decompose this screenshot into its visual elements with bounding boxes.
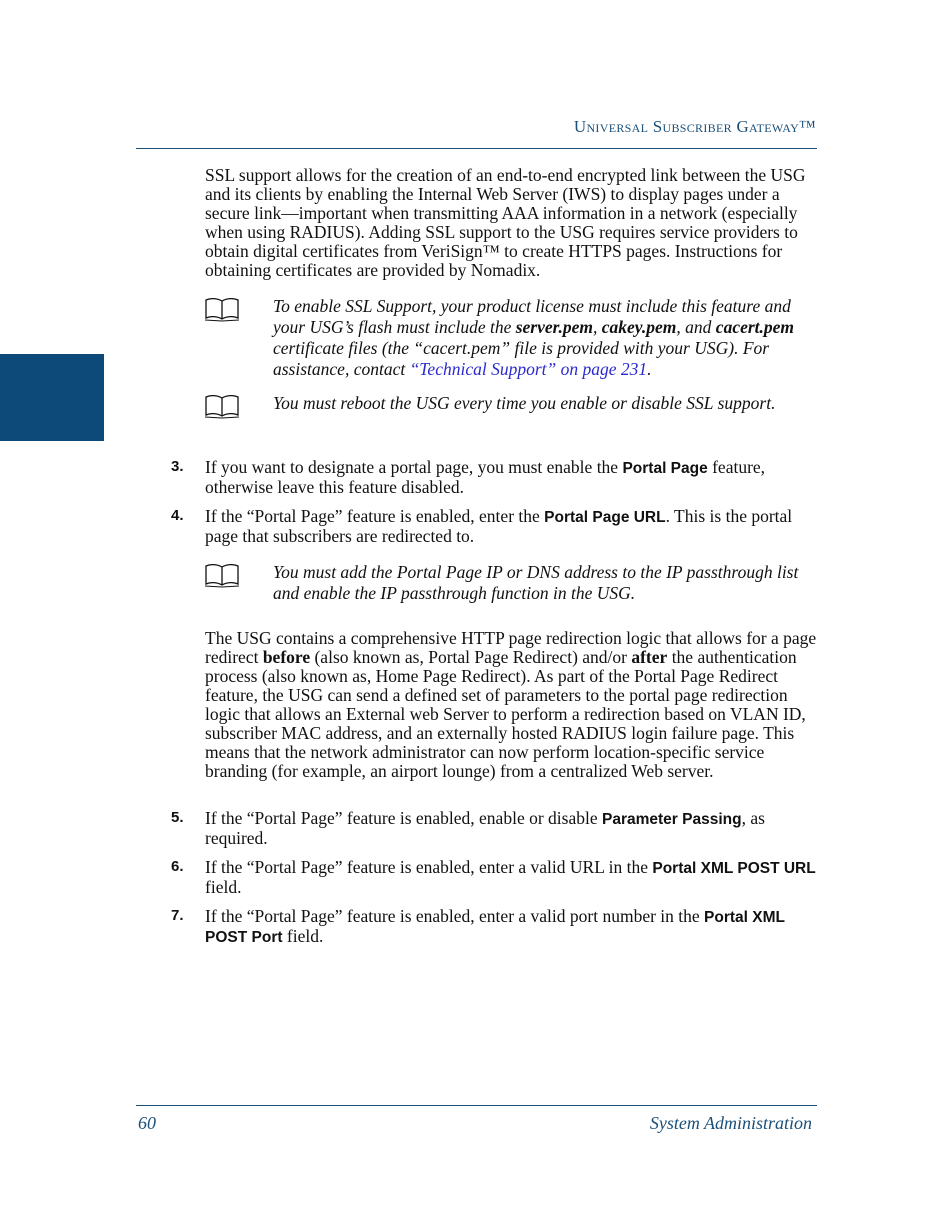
step-text: If you want to designate a portal page, you must enable the Portal Page feature, otherwise leave this feature disabled. <box>205 457 766 497</box>
note-text: You must add the Portal Page IP or DNS address to the IP passthrough list and enable the IP passthrough function in the USG. <box>273 562 799 603</box>
note-text: You must reboot the USG every time you enable or disable SSL support. <box>273 393 776 413</box>
footer-rule <box>136 1105 817 1106</box>
open-book-icon <box>204 296 240 322</box>
note-text: To enable SSL Support, your product license must include this feature and your USG’s flash must include the server.pem, cakey.pem, and cacert.pem certificate files (the “cacert.pem” file is provided with your USG). For assistance, contact “Technical Support” on page 231. <box>273 296 795 379</box>
step-number: 3. <box>171 458 184 475</box>
open-book-icon <box>204 562 240 588</box>
step-text: If the “Portal Page” feature is enabled, enter a valid port number in the Portal XML POST Port field. <box>205 906 785 946</box>
step-text: If the “Portal Page” feature is enabled, enter the Portal Page URL. This is the portal page that subscribers are redirected to. <box>205 506 793 546</box>
open-book-icon <box>204 393 240 419</box>
redirect-paragraph: The USG contains a comprehensive HTTP page redirection logic that allows for a page redirect before (also known as, Portal Page Redirect) and/or after the authentication process (also known as, Home Page Redirect). As part of the Portal Page Redirect feature, the USG can send a defined set of parameters to the portal page redirection logic that allows an External web Server to perform a redirection based on VLAN ID, subscriber MAC address, and an externally hosted RADIUS login failure page. This means that the network administrator can now perform location-specific service branding (for example, an airport lounge) from a centralized Web server. <box>205 628 817 781</box>
step-number: 4. <box>171 507 184 524</box>
step-text: If the “Portal Page” feature is enabled, enable or disable Parameter Passing, as required. <box>205 808 765 848</box>
technical-support-link[interactable]: “Technical Support” on page 231 <box>409 359 648 379</box>
step-number: 6. <box>171 858 184 875</box>
header-rule <box>136 148 817 149</box>
chapter-tab <box>0 354 104 441</box>
step-number: 7. <box>171 907 184 924</box>
section-title: System Administration <box>649 1113 812 1133</box>
step-text: If the “Portal Page” feature is enabled, enter a valid URL in the Portal XML POST URL field. <box>205 857 816 897</box>
running-header: Universal Subscriber Gateway™ <box>573 117 816 136</box>
ssl-intro-paragraph: SSL support allows for the creation of an end-to-end encrypted link between the USG and its clients by enabling the Internal Web Server (IWS) to display pages under a secure link—important when transmitting AAA information in a network (especially when using RADIUS). Adding SSL support to the USG requires service providers to obtain digital certificates from VeriSign™ to create HTTPS pages. Instructions for obtaining certificates are provided by Nomadix. <box>205 165 806 280</box>
page-number: 60 <box>138 1113 156 1133</box>
step-number: 5. <box>171 809 184 826</box>
